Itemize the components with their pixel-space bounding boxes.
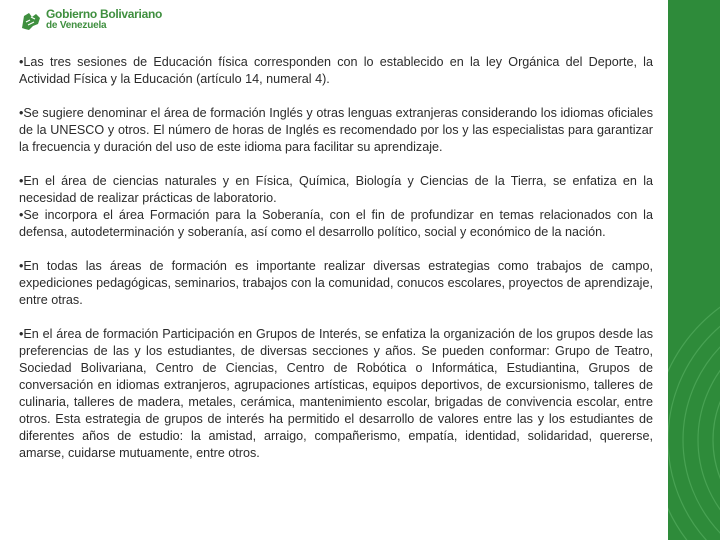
paragraph-natural-sciences: •En el área de ciencias naturales y en Física, Química, Biología y Ciencias de la Tierra, se enfatiza en la necesidad de realizar prácticas de laboratorio. [19,174,653,205]
paragraph-english-languages: •Se sugiere denominar el área de formación Inglés y otras lenguas extranjeras considerando los idiomas oficiales de la UNESCO y otros. El número de horas de Inglés es recomendado por los y las especialistas para garantizar la frecuencia y duración del uso de este idioma para facilitar su aprendizaje. [19,106,653,154]
decorative-arcs-icon [668,0,720,540]
document-body [19,54,653,479]
logo-subtitle: de Venezuela [46,20,107,31]
logo-title: Gobierno Bolivariano [46,7,163,21]
venezuela-map-logo-icon [20,8,42,32]
decorative-side-band [668,0,720,540]
logo-text [46,9,162,31]
government-logo [20,8,162,32]
paragraph-strategies: •En todas las áreas de formación es importante realizar diversas estrategias como trabajos de campo, expediciones pedagógicas, seminarios, trabajos con la comunidad, conucos escolares, proyectos de aprendizaje, entre otras. [19,259,653,307]
paragraph-interest-groups: •En el área de formación Participación en Grupos de Interés, se enfatiza la organización de los grupos desde las preferencias de las y los estudiantes, de diversas secciones y años. Se pueden conformar: Grupo de Teatro, Sociedad Bolivariana, Centro de Ciencias, Centro de Robótica o Informática, Estudiantina, Grupos de conversación en idiomas extranjeros, agrupaciones artísticas, equipos deportivos, de excursionismo, talleres de culinaria, talleres de madera, metales, cerámica, mantenimiento escolar, brigadas de convivencia escolar, entre otros. Esta estrategia de grupos de interés ha permitido el desarrollo de valores entre las y los estudiantes de diferentes años de estudio: la amistad, arraigo, compañerismo, empatía, identidad, solidaridad, quererse, amarse, cuidarse mutuamente, entre otros. [19,327,653,460]
paragraph-physical-education: •Las tres sesiones de Educación física corresponden con lo establecido en la ley Orgánica del Deporte, la Actividad Física y la Educación (artículo 14, numeral 4). [19,55,653,86]
paragraph-sovereignty: •Se incorpora el área Formación para la Soberanía, con el fin de profundizar en temas relacionados con la defensa, autodeterminación y soberanía, así como el desarrollo político, social y económico de la nación. [19,208,653,239]
